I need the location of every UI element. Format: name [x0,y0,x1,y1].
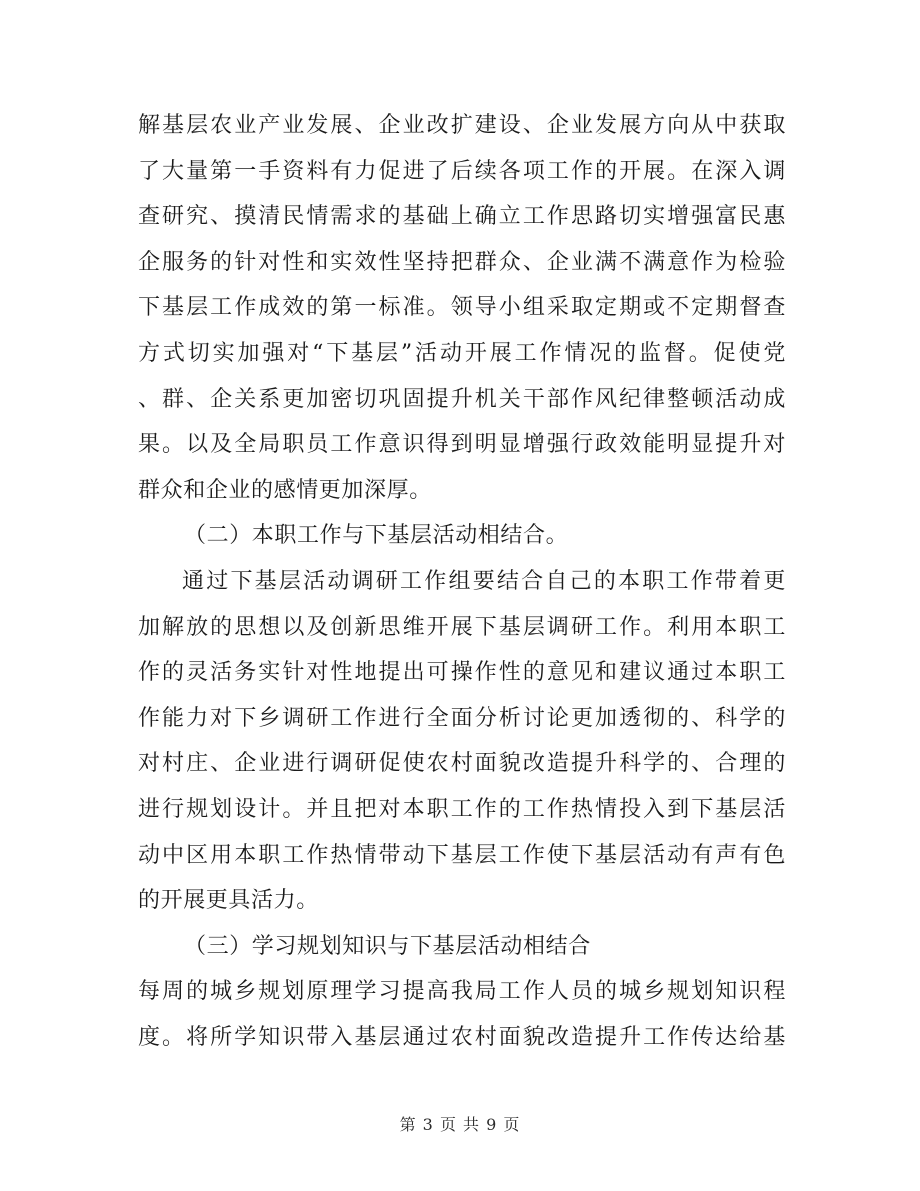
text-line: 作的灵活务实针对性地提出可操作性的意见和建议通过本职工 [138,660,786,686]
section-heading: （三）学习规划知识与下基层活动相结合 [184,933,591,959]
text-line: 进行规划设计。并且把对本职工作的工作热情投入到下基层活 [138,796,786,822]
text-line: 加解放的思想以及创新思维开展下基层调研工作。利用本职工 [138,614,786,640]
text-line: 了大量第一手资料有力促进了后续各项工作的开展。在深入调 [138,158,786,184]
page-number-footer: 第 3 页 共 9 页 [399,1115,521,1134]
text-line: 作能力对下乡调研工作进行全面分析讨论更加透彻的、科学的 [138,705,786,731]
text-line: 、群、企关系更加密切巩固提升机关干部作风纪律整顿活动成 [138,386,786,412]
text-line: 通过下基层活动调研工作组要结合自己的本职工作带着更 [182,568,786,594]
text-line: 对村庄、企业进行调研促使农村面貌改造提升科学的、合理的 [138,751,786,777]
text-line: 企服务的针对性和实效性坚持把群众、企业满不满意作为检验 [138,249,786,275]
text-line: 的开展更具活力。 [138,888,319,914]
text-line: 查研究、摸清民情需求的基础上确立工作思路切实增强富民惠 [138,204,786,230]
text-line: 解基层农业产业发展、企业改扩建设、企业发展方向从中获取 [138,113,786,138]
document-body [138,103,786,1060]
text-line: 方式切实加强对“下基层”活动开展工作情况的监督。促使党 [138,340,786,366]
text-line: 果。以及全局职员工作意识得到明显增强行政效能明显提升对 [138,432,786,458]
text-line: 下基层工作成效的第一标准。领导小组采取定期或不定期督查 [138,295,786,321]
text-line: 每周的城乡规划原理学习提高我局工作人员的城乡规划知识程 [138,979,786,1005]
section-heading: （二）本职工作与下基层活动相结合。 [184,523,569,549]
text-line: 群众和企业的感情更加深厚。 [138,477,432,503]
text-line: 动中区用本职工作热情带动下基层工作使下基层活动有声有色 [138,842,786,868]
text-line: 度。将所学知识带入基层通过农村面貌改造提升工作传达给基 [138,1024,786,1050]
